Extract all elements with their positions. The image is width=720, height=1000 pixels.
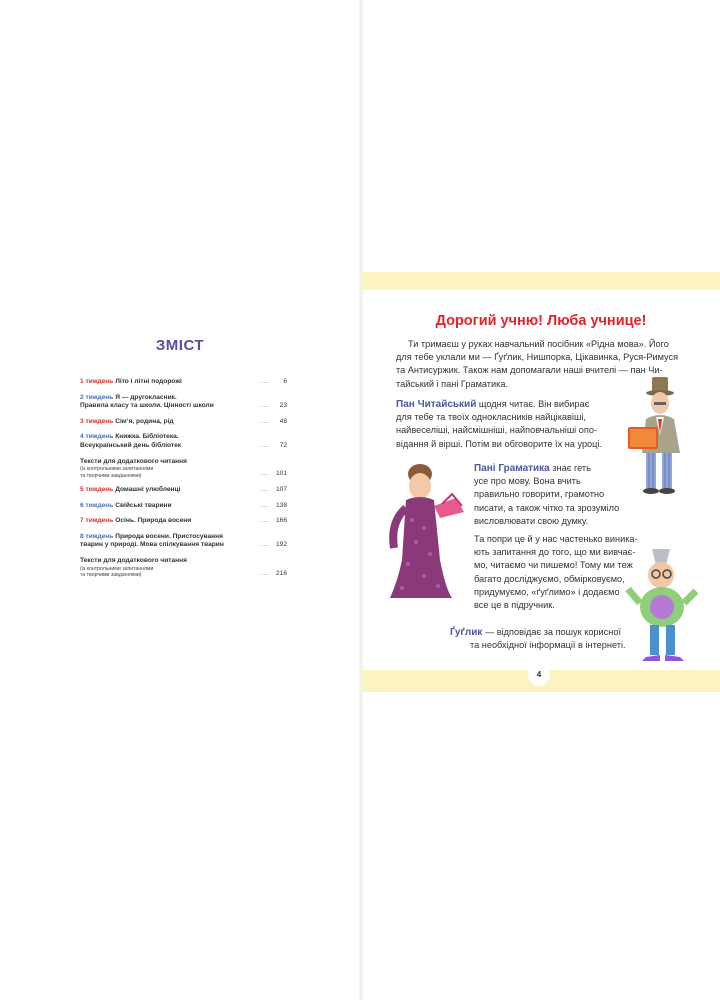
guglyk-name: Ґуґлик xyxy=(450,627,483,638)
toc-entry-line xyxy=(80,517,260,526)
toc-entry-text xyxy=(80,502,260,511)
toc-title: ЗМІСТ xyxy=(155,337,205,354)
toc-week-label: 1 тиждень xyxy=(80,378,114,385)
toc-entry xyxy=(80,418,287,427)
toc-week-label: 5 тиждень xyxy=(80,485,114,493)
toc-entry-line xyxy=(80,418,260,427)
toc-week-label: 6 тиждень xyxy=(80,501,114,509)
toc-dot-leader: ..... xyxy=(259,541,269,549)
toc-week-label: 4 тиждень xyxy=(80,433,114,441)
toc-entry xyxy=(80,533,287,550)
toc-dot-leader: ..... xyxy=(259,417,269,425)
toc-page-number: 23 xyxy=(279,402,287,410)
toc-entry-line xyxy=(80,557,260,566)
page-number: 4 xyxy=(528,664,550,686)
toc-entry xyxy=(80,458,287,479)
toc-dot-leader: ..... xyxy=(259,485,269,493)
toc-entry-text xyxy=(80,517,260,526)
toc-entry-text xyxy=(80,486,260,495)
pan-paragraph: Пан Читайський щодня читає. Він вибирає для тебе та твоїх однокласників найцікавіші, найвеселіші, найсмішніші, найповчальніші опо- відання й вірші. Потім ви обговорите їх на уроці. xyxy=(396,399,603,449)
table-of-contents xyxy=(80,378,287,585)
toc-entry-text xyxy=(80,418,260,427)
toc-entry-text xyxy=(80,394,260,411)
page-title: Дорогий учню! Люба учнице! xyxy=(435,313,647,329)
toc-dot-leader: ..... xyxy=(259,501,269,509)
toc-week-label: 2 тиждень xyxy=(80,393,114,401)
toc-entry-line xyxy=(80,486,260,495)
toc-entry-title: Свійські тварини xyxy=(115,501,172,509)
toc-entry-title: тварин у природі. Мова спілкування тварин xyxy=(80,541,224,549)
pani-paragraph: Пані Граматика знає геть усе про мову. Вона вчить правильно говорити, грамотно писати, а також чітко та зрозуміло висловлювати свою думку. xyxy=(474,463,620,526)
pan-chytaiskyi-illustration xyxy=(624,375,702,495)
toc-entry-title: Сім’я, родина, рід xyxy=(115,417,174,425)
toc-entry-title: Правила класу та школи. Цінності школи xyxy=(80,402,214,410)
toc-entry-text xyxy=(80,378,260,387)
toc-entry-title: Домашні улюбленці xyxy=(115,485,181,493)
pani-name: Пані Граматика xyxy=(474,463,550,474)
toc-entry-title: Літо і літні подорожі xyxy=(115,378,182,385)
toc-entry-note: та творчими завданнями) xyxy=(80,571,142,578)
toc-dot-leader: ..... xyxy=(259,569,269,577)
toc-entry xyxy=(80,486,287,495)
toc-entry-title: Осінь. Природа восени xyxy=(115,517,192,525)
guglyk-paragraph: Ґуґлик — відповідає за пошук корисної та необхідної інформації в інтернеті. xyxy=(450,627,626,651)
toc-entry-note: (із контрольними запитаннями xyxy=(80,565,154,572)
toc-page-number: 72 xyxy=(279,441,287,449)
pani-hramatyka-illustration xyxy=(380,460,472,602)
toc-entry-title: Я — другокласник. xyxy=(115,393,177,401)
toc-page-number: 166 xyxy=(275,517,287,525)
toc-entry-note: та творчими завданнями) xyxy=(80,472,142,479)
toc-entry-text xyxy=(80,433,260,450)
toc-dot-leader: ..... xyxy=(259,470,269,478)
toc-entry-title: Всеукраїнський день бібліотек xyxy=(80,441,182,449)
toc-entry-title: Природа восени. Пристосування xyxy=(115,532,223,540)
toc-entry-title: Тексти для додаткового читання xyxy=(80,556,187,564)
toc-entry xyxy=(80,378,287,387)
toc-week-label: 3 тиждень xyxy=(80,417,114,425)
toc-entry-line xyxy=(80,541,260,550)
toc-entry-line xyxy=(80,402,260,411)
toc-page-number: 107 xyxy=(275,485,287,493)
toc-entry-line xyxy=(80,502,260,511)
guglyk-illustration xyxy=(624,545,700,663)
toc-entry-line xyxy=(80,394,260,403)
toc-dot-leader: ..... xyxy=(259,517,269,525)
toc-week-label: 7 тиждень xyxy=(80,517,114,525)
toc-entry-text xyxy=(80,458,260,479)
toc-dot-leader: ..... xyxy=(259,441,269,449)
toc-entry-line xyxy=(80,378,260,387)
toc-entry-note: (із контрольними запитаннями xyxy=(80,466,154,473)
toc-entry xyxy=(80,557,287,578)
toc-entry xyxy=(80,394,287,411)
right-page xyxy=(362,0,720,1000)
toc-entry-text xyxy=(80,533,260,550)
toc-page-number: 216 xyxy=(275,569,287,577)
questions-paragraph: Та попри це й у нас частенько виника- ють запитання до того, що ми вивчає- мо, читаємо чи пишемо! Тому ми теж багато досліджуємо, обмірковуємо, придумуємо, «ґуґлимо» і додаємо все це в підручник. xyxy=(474,534,638,611)
toc-entry xyxy=(80,517,287,526)
toc-entry-title: Книжка. Бібліотека. xyxy=(115,433,179,441)
pan-name: Пан Читайський xyxy=(396,399,477,410)
intro-paragraph: Ти тримаєш у руках навчальний посібник «Рідна мова». Його для тебе уклали ми — Ґуґлик, Нишпорка, Цікавинка, Руся-Римуся та Антисуржик. Також нам допомагали наші вчителі — пан Чи- тайський і пані Граматика. xyxy=(396,339,679,389)
toc-page-number: 48 xyxy=(279,417,287,425)
top-color-band xyxy=(362,272,720,290)
toc-dot-leader: ..... xyxy=(259,402,269,410)
toc-entry-title: Тексти для додаткового читання xyxy=(80,457,187,465)
toc-page-number: 192 xyxy=(275,541,287,549)
toc-week-label: 8 тиждень xyxy=(80,532,114,540)
toc-page-number: 101 xyxy=(275,470,287,478)
toc-entry xyxy=(80,502,287,511)
toc-entry xyxy=(80,433,287,450)
toc-page-number: 138 xyxy=(275,501,287,509)
toc-entry-line xyxy=(80,442,260,451)
toc-page-number: 6 xyxy=(283,378,287,385)
toc-dot-leader: ..... xyxy=(259,378,269,385)
toc-entry-text xyxy=(80,557,260,578)
toc-entry-line xyxy=(80,458,260,467)
toc-entry-line xyxy=(80,433,260,442)
